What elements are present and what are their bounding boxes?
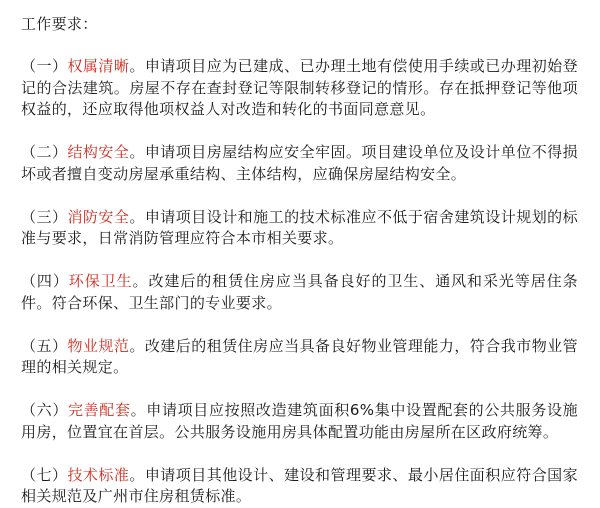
item-keyword: 结构安全 [67,143,130,161]
item-number: （四） [21,272,69,290]
item-body: 。申请项目应按照改造建筑面积6%集中设置配套的公共服务设施用房，位置宜在首层。公共服务设施用房具体配置功能由房屋所在区政府统筹。 [21,401,578,441]
requirement-item-5 [21,336,578,379]
item-body: 。申请项目其他设计、建设和管理要求、最小居住面积应符合国家相关规范及广州市住房租赁标准。 [21,465,578,505]
item-body: 。申请项目设计和施工的技术标准应不低于宿舍建筑设计规划的标准与要求，日常消防管理应符合本市相关要求。 [21,207,578,247]
item-number: （三） [21,207,68,226]
item-keyword: 技术标准 [67,465,130,484]
requirement-item-6 [21,400,578,443]
item-number: （二） [21,143,68,161]
item-body: 。申请项目房屋结构应安全牢固。项目建设单位及设计单位不得损坏或者擅自变动房屋承重结构、主体结构，应确保房屋结构安全。 [21,143,578,183]
item-number: （五） [21,336,68,355]
item-number: （七） [21,465,68,484]
item-body: 。改建后的租赁住房应当具备良好物业管理能力，符合我市物业管理的相关规定。 [21,336,578,376]
requirement-item-4 [21,271,578,314]
item-keyword: 环保卫生 [68,272,133,290]
requirement-item-7 [21,465,578,508]
item-keyword: 消防安全 [67,207,130,226]
item-keyword: 权属清晰 [67,57,130,75]
item-keyword: 完善配套 [67,401,131,419]
requirement-item-1 [21,56,578,121]
item-body: 。改建后的租赁住房应当具备良好的卫生、通风和采光等居住条件。符合环保、卫生部门的专业要求。 [21,272,578,312]
item-keyword: 物业规范 [67,336,130,355]
requirement-item-3 [21,207,578,250]
section-heading: 工作要求： [21,15,98,33]
item-number: （一） [21,57,68,75]
item-number: （六） [21,401,68,419]
requirement-item-2 [21,142,578,185]
item-body: 。申请项目应为已建成、已办理土地有偿使用手续或已办理初始登记的合法建筑。房屋不存在查封登记等限制转移登记的情形。存在抵押登记等他项权益的，还应取得他项权益人对改造和转化的书面同意意见。 [21,57,578,118]
